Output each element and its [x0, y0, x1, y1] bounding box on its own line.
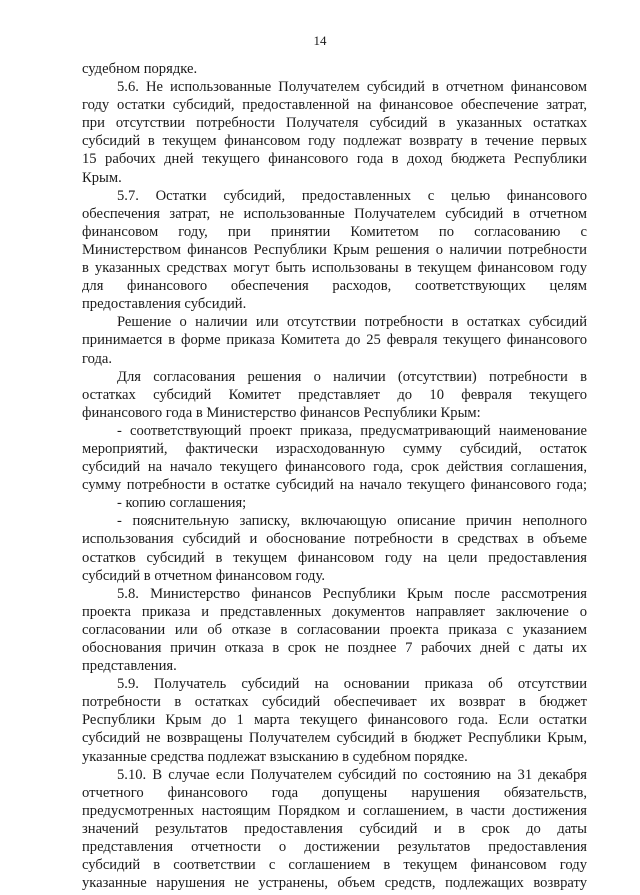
text-line: 5.8. Министерство финансов Республики Крым после рассмотрения [117, 585, 587, 602]
text-line: указанные нарушения не устранены, объем средств, подлежащих возврату [82, 875, 587, 892]
text-line: году остатки субсидий, предоставленной на финансовое обеспечение затрат, [82, 97, 587, 114]
text-line: использования субсидий и обоснование потребности в средствах в объеме [82, 531, 587, 548]
text-line: Крым. [82, 169, 122, 186]
text-line: при отсутствии потребности Получателя субсидий в указанных остатках [82, 115, 587, 132]
text-line: субсидий на начало текущего финансового года, срок действия соглашения, [82, 459, 587, 476]
text-line: 15 рабочих дней текущего финансового года в доход бюджета Республики [82, 151, 587, 168]
text-line: субсидий в отчетном финансовом году. [82, 567, 325, 584]
text-line: обеспечения затрат, не использованные Получателем субсидий в отчетном [82, 205, 587, 222]
text-line: - пояснительную записку, включающую описание причин неполного [117, 513, 587, 530]
text-line: субсидий в соответствии с соглашением в текущем финансовом году [82, 857, 587, 874]
page-number: 14 [313, 33, 327, 48]
text-line: представления отчетности о достижении результатов предоставления [82, 839, 587, 856]
text-line: отчетного финансового года допущены нарушения обязательств, [82, 784, 587, 801]
text-line: для финансового обеспечения расходов, соответствующих целям [82, 278, 587, 295]
text-line: предусмотренных настоящим Порядком и соглашением, в части достижения [82, 802, 587, 819]
text-line: субсидий не возвращены Получателем субсидий в бюджет Республики Крым, [82, 730, 587, 747]
text-line: 5.7. Остатки субсидий, предоставленных с целью финансового [117, 187, 587, 204]
text-line: - копию соглашения; [117, 495, 247, 512]
text-line: Министерством финансов Республики Крым решения о наличии потребности [82, 241, 587, 258]
text-line: потребности в остатках субсидий обеспечивает их возврат в бюджет [82, 694, 587, 711]
text-line: сумму потребности в остатке субсидий на начало текущего финансового года; [82, 477, 587, 494]
text-line: мероприятий, фактически израсходованную сумму субсидий, остаток [82, 440, 587, 457]
text-line: принимается в форме приказа Комитета до 25 февраля текущего финансового [82, 332, 587, 349]
text-line: года. [82, 350, 113, 367]
text-line: судебном порядке. [82, 61, 198, 77]
text-line: Для согласования решения о наличии (отсутствии) потребности в [117, 368, 587, 385]
text-line: представления. [82, 658, 177, 675]
text-line: значений результатов предоставления субсидий и в срок до даты [82, 820, 587, 837]
text-line: согласовании или об отказе в согласовании проекта приказа с указанием [82, 621, 587, 638]
text-line: указанные средства подлежат взысканию в судебном порядке. [82, 748, 468, 765]
text-line: 5.6. Не использованные Получателем субсидий в отчетном финансовом [117, 79, 587, 96]
text-line: 5.10. В случае если Получателем субсидий по состоянию на 31 декабря [117, 766, 587, 783]
text-line: 5.9. Получатель субсидий на основании приказа об отсутствии [117, 676, 587, 693]
text-line: финансовом году, при принятии Комитетом по согласованию с [82, 223, 587, 240]
text-line: остатках субсидий Комитет представляет до 10 февраля текущего [82, 386, 587, 403]
text-line: проекта приказа и представленных документов направляет заключение о [82, 603, 587, 620]
text-line: Решение о наличии или отсутствии потребности в остатках субсидий [117, 314, 587, 331]
text-line: Республики Крым до 1 марта текущего финансового года. Если остатки [82, 712, 587, 729]
document-body [82, 60, 587, 892]
text-line: - соответствующий проект приказа, предусматривающий наименование [117, 422, 587, 439]
text-line: в указанных средствах могут быть использованы в текущем финансовом году [82, 260, 587, 277]
text-line: обоснования причин отказа в срок не позднее 7 рабочих дней с даты их [82, 640, 587, 656]
text-line: субсидий в текущем финансовом году подлежат возврату в течение первых [82, 133, 587, 150]
text-line: финансового года в Министерство финансов Республики Крым: [82, 404, 481, 421]
text-line: остатков субсидий в текущем финансовом году на цели предоставления [82, 549, 587, 566]
text-line: предоставления субсидий. [82, 296, 247, 313]
